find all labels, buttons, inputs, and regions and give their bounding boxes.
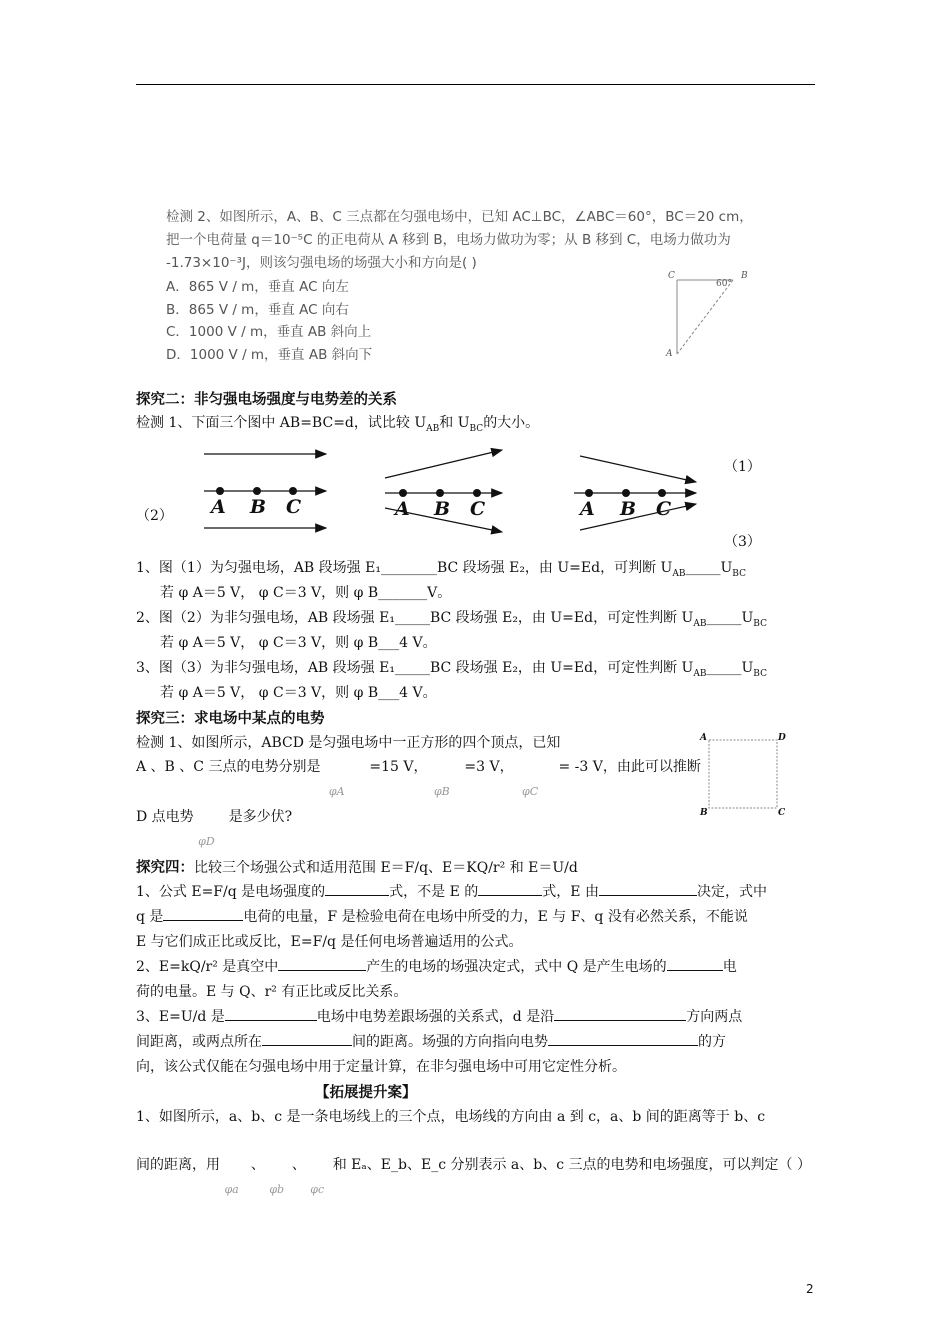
square-figure xyxy=(705,736,785,816)
square-label-c: C xyxy=(778,808,786,818)
explore4-p3-line1: 3、E=U/d 是 电场中电势差跟场强的关系式，d 是沿 方向两点 xyxy=(136,1006,742,1026)
explore4-p1-line3: E 与它们成正比或反比，E=F/q 是任何电场普遍适用的公式。 xyxy=(136,934,523,950)
fig2-label-a: A xyxy=(395,498,410,520)
triangle-label-a: A xyxy=(666,349,673,359)
square-label-a: A xyxy=(700,733,707,743)
fig3-label-c: C xyxy=(656,498,672,520)
explore2-check1: 检测 1、下面三个图中 AB=BC=d，试比较 $U_{AB}$和 $U_{BC}$的大小。 xyxy=(136,415,540,434)
explore4-p1-line1: 1、公式 E=F/q 是电场强度的 式，不是 E 的 式，E 由 决定，式中 xyxy=(136,881,767,901)
q2-line2: 若 φ A＝5 V， φ C＝3 V，则 φ B___4 V。 xyxy=(160,635,437,651)
square-label-b: B xyxy=(700,808,708,818)
q3-line2: 若 φ A＝5 V， φ C＝3 V，则 φ B___4 V。 xyxy=(160,685,437,701)
extension-title: 【拓展提升案】 xyxy=(315,1085,417,1101)
fig1-label-b: B xyxy=(250,496,267,518)
q1-line1: 1、图（1）为匀强电场，AB 段场强 E₁________BC 段场强 E₂，由 U=Ed，可判断 $U_{AB}\_\_\_\_\_U_{BC}$ xyxy=(136,560,746,579)
triangle-label-c: C xyxy=(668,271,675,281)
page-number: 2 xyxy=(806,1282,814,1296)
fig3-label-b: B xyxy=(620,498,637,520)
check2-line3: -1.73×10⁻³J，则该匀强电场的场强大小和方向是( ) xyxy=(166,255,477,271)
extension-line1: 1、如图所示，a、b、c 是一条电场线上的三个点，电场线的方向由 a 到 c，a、b 间的距离等于 b、c xyxy=(136,1109,766,1125)
check2-line2: 把一个电荷量 q＝10⁻⁵C 的正电荷从 A 移到 B，电场力做功为零；从 B 移到 C，电场力做功为 xyxy=(166,232,731,248)
fig-label-3: （3） xyxy=(724,534,761,550)
q2-line1: 2、图（2）为非匀强电场，AB 段场强 E₁_____BC 段场强 E₂，由 U=Ed，可定性判断 $U_{AB}\_\_\_\_\_U_{BC}$ xyxy=(136,610,767,629)
explore3-title: 探究三：求电场中某点的电势 xyxy=(136,711,325,727)
fig-label-2: （2） xyxy=(136,508,173,524)
explore4-p3-line3: 向，该公式仅能在匀强电场中用于定量计算，在非匀强电场中可用它定性分析。 xyxy=(136,1059,626,1075)
extension-line2: 间的距离，用 φa 、 φb 、 φc 和 Eₐ、E_b、E_c 分别表示 a、b、c 三点的电势和电场强度，可以判定（ ） xyxy=(136,1157,811,1196)
triangle-label-b: B xyxy=(741,271,748,281)
q3-line1: 3、图（3）为非匀强电场，AB 段场强 E₁_____BC 段场强 E₂，由 U=Ed，可定性判断 $U_{AB}\_\_\_\_\_U_{BC}$ xyxy=(136,660,767,679)
header-rule xyxy=(136,84,815,85)
fig2-label-b: B xyxy=(434,498,451,520)
explore2-title: 探究二：非匀强电场强度与电势差的关系 xyxy=(136,392,397,408)
explore4-p2-line2: 荷的电量。E 与 Q、r² 有正比或反比关系。 xyxy=(136,984,408,1000)
q1-line2: 若 φ A＝5 V， φ C＝3 V，则 φ B_______V。 xyxy=(160,585,452,601)
explore3-line3: D 点电势 φD 是多少伏? xyxy=(136,809,293,848)
explore4-p1-line2: q 是 电荷的电量，F 是检验电荷在电场中所受的力，E 与 F、q 没有必然关系，不能说 xyxy=(136,906,748,926)
fig1-label-c: C xyxy=(286,496,302,518)
check2-option-d: D．1000 V / m，垂直 AB 斜向下 xyxy=(166,347,373,363)
fig-label-1: （1） xyxy=(724,459,761,475)
fig2-label-c: C xyxy=(470,498,486,520)
explore3-line2: A 、B 、C 三点的电势分别是 φA =15 V， φB =3 V， φC = -3 V，由此可以推断 xyxy=(136,759,701,798)
explore4-p2-line1: 2、E=kQ/r² 是真空中 产生的电场的场强决定式，式中 Q 是产生电场的 电 xyxy=(136,956,737,976)
triangle-figure xyxy=(665,268,765,368)
fig1-label-a: A xyxy=(211,496,226,518)
triangle-angle-label: 60° xyxy=(716,279,732,289)
explore3-line1: 检测 1、如图所示，ABCD 是匀强电场中一正方形的四个顶点，已知 xyxy=(136,735,561,751)
explore4-title: 探究四：比较三个场强公式和适用范围 E＝F/q、E＝KQ/r² 和 E＝U/d xyxy=(136,860,578,876)
check2-option-b: B．865 V / m，垂直 AC 向右 xyxy=(166,302,349,318)
explore4-p3-line2: 间距离，或两点所在 间的距离。场强的方向指向电势 的方 xyxy=(136,1031,726,1051)
check2-option-c: C．1000 V / m，垂直 AB 斜向上 xyxy=(166,324,372,340)
check2-line1: 检测 2、如图所示，A、B、C 三点都在匀强电场中，已知 AC⊥BC，∠ABC＝60°，BC＝20 cm， xyxy=(166,209,753,225)
check2-option-a: A．865 V / m，垂直 AC 向左 xyxy=(166,279,349,295)
square-label-d: D xyxy=(778,733,786,743)
fig3-label-a: A xyxy=(580,498,595,520)
